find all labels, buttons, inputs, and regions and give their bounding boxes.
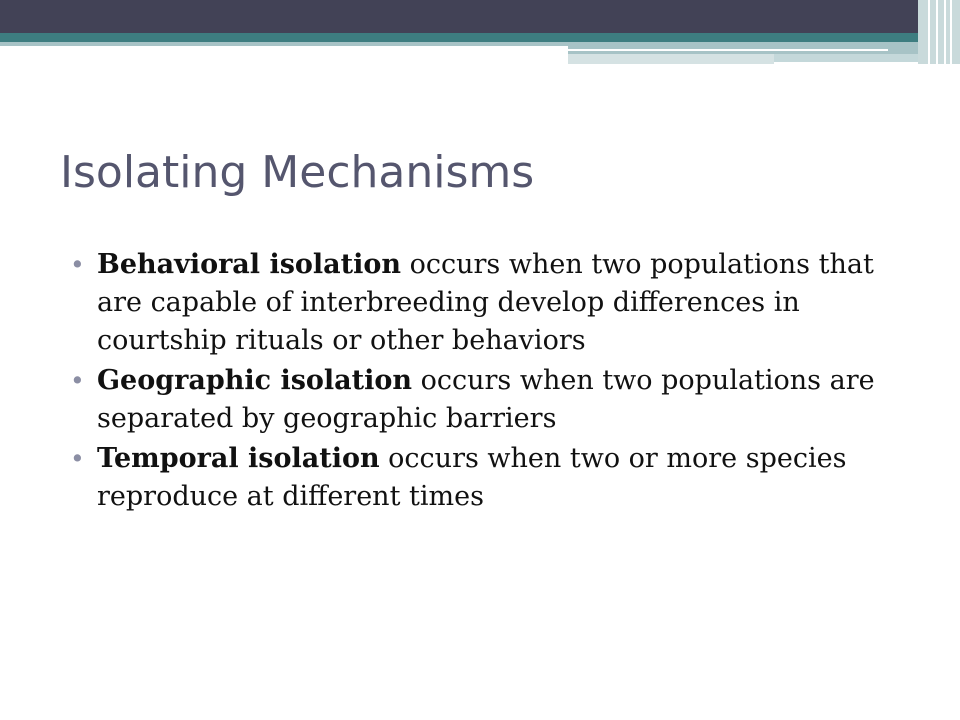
- header-corner-block: [918, 0, 960, 64]
- bullet-item: [70, 362, 900, 438]
- bullet-term: Temporal isolation: [97, 443, 380, 474]
- bullet-item: [70, 246, 900, 360]
- header-corner-line: [936, 0, 938, 64]
- header-corner-line: [944, 0, 946, 64]
- bullet-list: [70, 246, 900, 518]
- header-corner-line: [928, 0, 930, 64]
- header-band-step: [568, 42, 960, 54]
- header-band-line: [568, 49, 888, 51]
- header-band-teal: [0, 33, 960, 42]
- slide-title: Isolating Mechanisms: [60, 147, 535, 198]
- header-band-dark: [0, 0, 960, 33]
- bullet-item: [70, 440, 900, 516]
- bullet-icon: •: [70, 250, 85, 279]
- bullet-text: occurs when two populations that are capable of interbreeding develop differences in courtship rituals or other behaviors: [97, 249, 874, 356]
- bullet-icon: •: [70, 444, 85, 473]
- bullet-icon: •: [70, 366, 85, 395]
- bullet-text: occurs when two or more species reproduce at different times: [97, 443, 847, 512]
- bullet-text: occurs when two populations are separated by geographic barriers: [97, 365, 875, 434]
- header-band-step: [568, 54, 774, 64]
- bullet-term: Behavioral isolation: [97, 249, 402, 280]
- bullet-term: Geographic isolation: [97, 365, 413, 396]
- header-corner-line: [950, 0, 952, 64]
